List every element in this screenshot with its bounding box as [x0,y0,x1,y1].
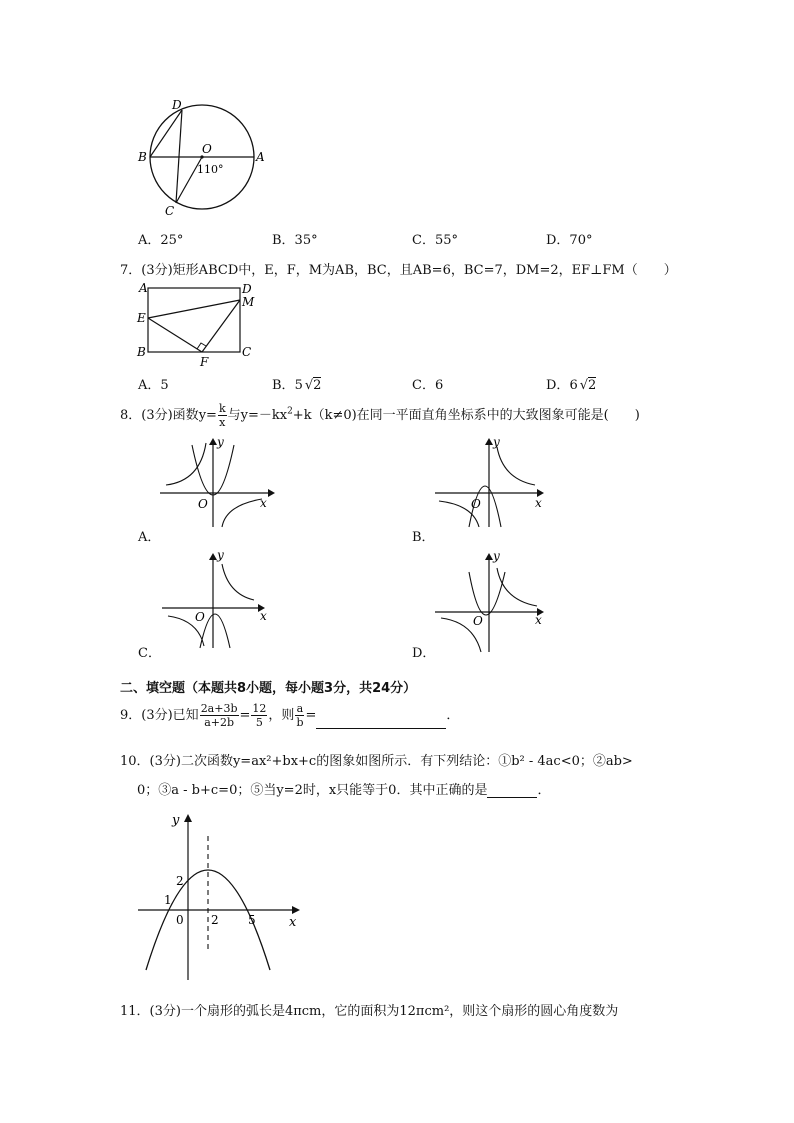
q8-graph-d [425,550,555,655]
q7-option-d-prefix: D． [546,378,570,393]
q8b-y-arrow-icon [485,438,493,445]
q7-option-d-coef: 6 [569,378,578,393]
q8a-label-y: y [217,435,224,449]
q7-label-e: E [137,311,146,325]
q8d-label-y: y [493,549,500,563]
q9-answer-blank[interactable] [316,714,446,729]
q8-graph-a [150,435,280,530]
q7-seg-em [148,300,240,318]
q8-stem-prefix: 8．(3分)函数 [120,408,199,423]
q9-fraction-3 [295,702,304,729]
q8b-label-y: y [493,435,500,449]
q8b-label-o: O [471,497,481,511]
q9-frac1-num: 2a+3b [200,702,238,715]
q8a-hyperbola-left [166,443,206,485]
q7-rectangle-figure [134,280,264,370]
q8c-hyperbola-right [222,564,254,600]
q9-frac2-num: 12 [252,702,267,715]
q8a-x-arrow-icon [268,489,275,497]
q8c-y-arrow-icon [209,553,217,560]
q10-label-y: y [172,813,180,828]
q7-option-b-prefix: B． [272,378,295,393]
q11-stem: 11．(3分)一个扇形的弧长是4πcm，它的面积为12πcm²，则这个扇形的圆心角度数为 [120,1004,619,1019]
q10-x-arrow-icon [292,906,300,914]
q6-label-o: O [202,142,212,156]
q8-graph-b [425,435,555,530]
q10-label-5: 5 [248,913,256,927]
q7-label-b: B [137,345,146,359]
q8d-label-x: x [535,613,542,627]
q8-frac-y: y= [198,408,217,423]
q8-option-b: B． [412,530,435,545]
q10-label-origin: 0 [176,913,184,927]
q9-prefix: 9．(3分)已知 [120,708,199,723]
q8-frac-den: x [219,416,226,429]
q9-suffix: = [305,708,317,723]
section-2-title: 二、填空题（本题共8小题，每小题3分，共24分） [120,681,417,696]
q6-label-a: A [256,150,265,164]
q8d-hyperbola-right [497,568,537,606]
q8-stem [120,402,640,429]
q10-y-arrow-icon [184,814,192,822]
q7-option-a-prefix: A． [138,378,161,393]
q6-option-c: C．55° [412,233,458,248]
q8-frac-num: k [218,402,226,415]
q8-graph-c [150,550,280,650]
q9-mid: ，则 [268,708,295,723]
q10-label-2-y: 2 [176,874,184,888]
q8b-hyperbola-right [497,447,535,485]
q7-option-b-coef: 5 [294,378,303,393]
q10-label-2-x: 2 [211,913,219,927]
q9-frac2-den: 5 [255,716,263,729]
q8a-y-arrow-icon [209,438,217,445]
q6-chord-db [150,110,182,157]
q10-line-2-text: 0；③a - b+c=0；⑤当y=2时，x只能等于0．其中正确的是 [137,783,488,798]
q10-label-1: 1 [164,893,172,907]
q9-stem [120,702,459,729]
q8-option-c: C． [138,646,161,661]
q8b-label-x: x [535,496,542,510]
q7-option-c-value: 6 [434,378,444,393]
q7-seg-ef [148,318,202,352]
q6-option-a: A．25° [138,233,184,248]
q7-option-c [412,374,443,393]
q6-label-c: C [165,204,175,218]
q7-option-a-value: 5 [160,378,169,393]
q8c-label-o: O [195,610,205,624]
q10-line-2 [137,779,550,798]
q6-label-angle: 110° [197,163,224,176]
q10-answer-blank[interactable] [487,783,537,798]
q6-option-d: D．70° [546,233,593,248]
q10-end: ． [537,783,551,798]
q9-frac3-num: a [296,702,304,715]
q8d-label-o: O [473,614,483,628]
q10-label-x: x [289,915,297,930]
q7-option-d-radicand: 2 [588,378,597,393]
q8-stem-sup: 2 [287,406,293,417]
q9-frac3-den: b [296,716,304,729]
q10-parabola-graph [132,808,312,986]
q8-fraction [218,402,227,429]
q7-label-a: A [139,281,148,295]
q7-rect [148,288,240,352]
q8c-label-x: x [260,609,267,623]
q7-label-f: F [200,355,209,369]
sqrt-symbol-icon: √ [304,378,314,393]
q8-option-d: D． [412,646,436,661]
q9-eq: = [239,708,251,723]
q6-label-d: D [172,98,182,112]
q8-stem-mid: 与y=－kx [227,408,288,423]
q9-frac1-den: a+2b [204,716,235,729]
q8-stem-suffix: +k（k≠0)在同一平面直角坐标系中的大致图象可能是( ) [292,408,640,423]
q8c-label-y: y [217,548,224,562]
sqrt-symbol-icon: √ [579,378,589,393]
q7-label-d: D [242,282,252,296]
q9-fraction-2 [251,702,267,729]
q6-option-b: B．35° [272,233,318,248]
q7-label-m: M [242,295,255,309]
q8d-y-arrow-icon [485,553,493,560]
q6-label-b: B [138,150,147,164]
q7-seg-fm [202,300,240,352]
q7-stem: 7．(3分)矩形ABCD中，E，F，M为AB，BC，且AB=6，BC=7，DM=2，EF⊥FM（ ） [120,263,677,278]
q7-label-c: C [242,345,252,359]
q8a-hyperbola-right [222,499,262,527]
q7-option-d [546,374,596,393]
q8a-label-x: x [260,496,267,510]
q8a-label-o: O [198,497,208,511]
q7-option-b-radicand: 2 [313,378,322,393]
q7-option-c-prefix: C． [412,378,435,393]
q9-fraction-1 [200,702,239,729]
q9-end: ． [446,708,460,723]
q10-line-1: 10．(3分)二次函数y=ax²+bx+c的图象如图所示．有下列结论：①b² - 4ac<0；②ab> [120,754,633,769]
q8-option-a: A． [138,530,161,545]
q7-option-a [138,374,169,393]
q6-circle-figure [130,95,290,220]
q7-option-b [272,374,321,393]
